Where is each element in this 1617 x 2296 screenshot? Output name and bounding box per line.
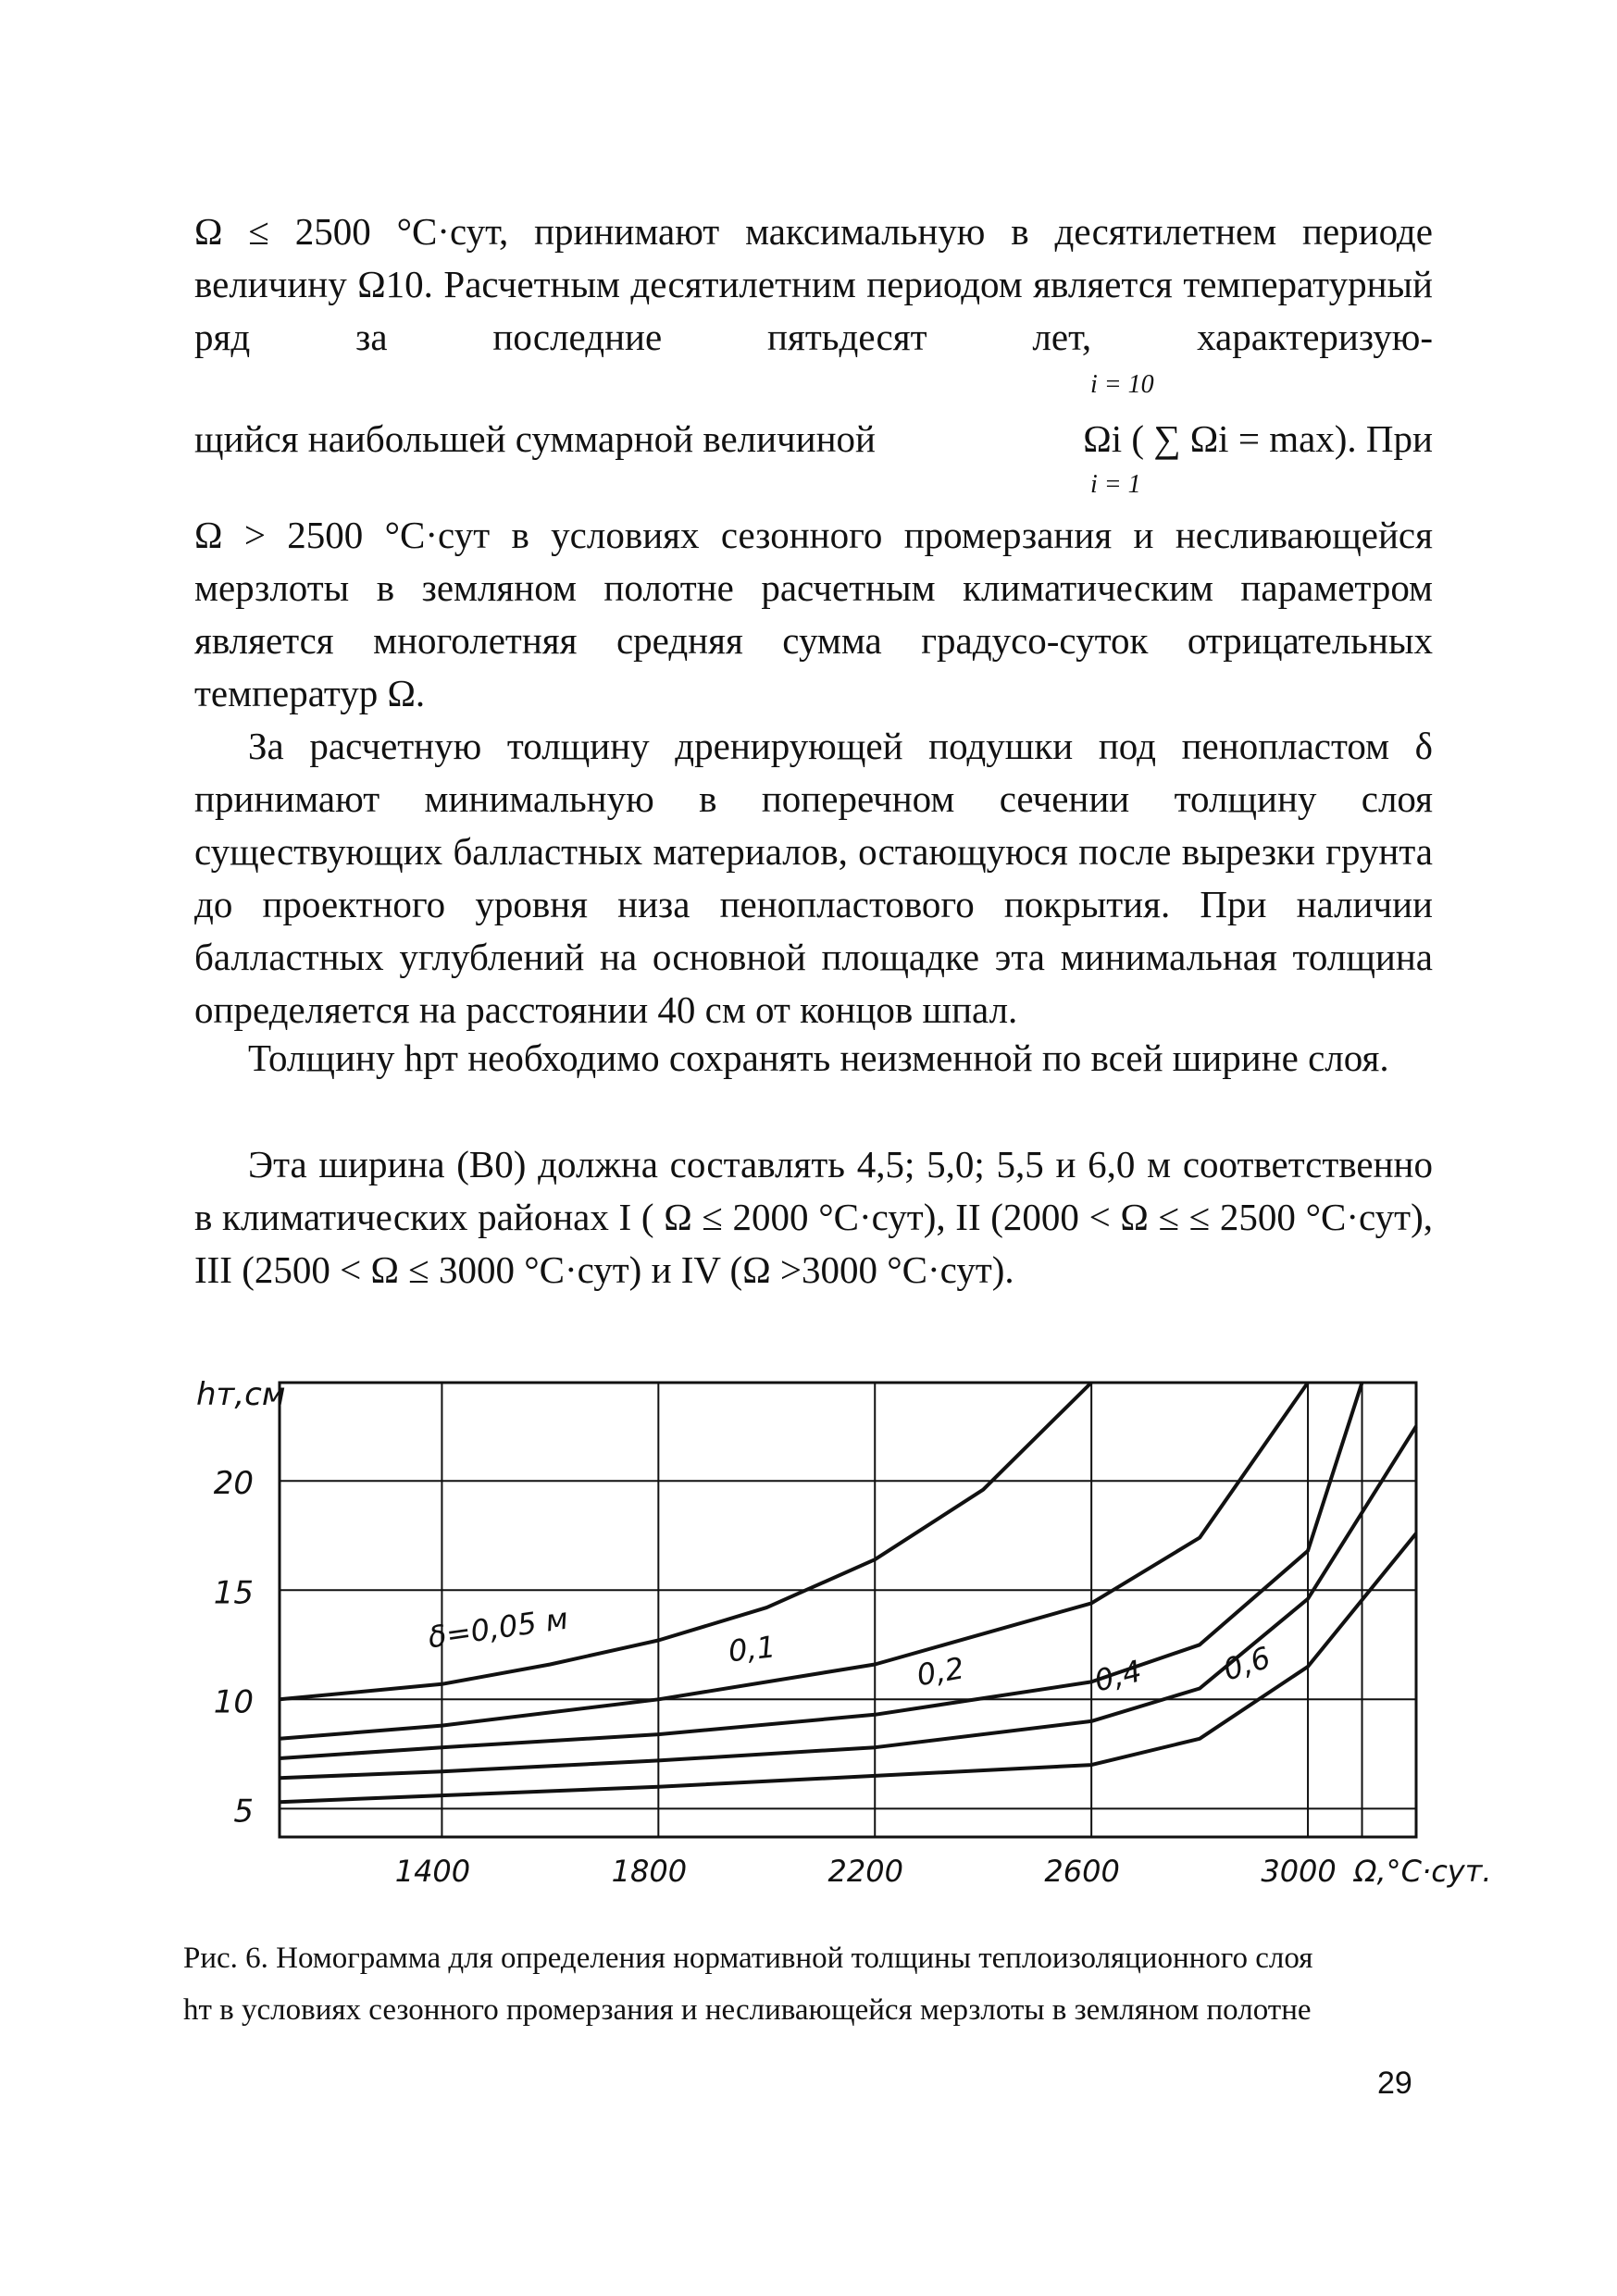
x-tick-label: 2200 (827, 1854, 903, 1889)
paragraph-1 (194, 205, 1433, 364)
y-tick-label: 5 (233, 1793, 254, 1831)
paragraph-4 (194, 1032, 1433, 1085)
paragraph-3 (194, 720, 1433, 1036)
x-axis-label: Ω,°С·сут. (1354, 1854, 1492, 1889)
sum-upper-limit: i = 10 (1090, 370, 1154, 399)
x-tick-label: 1800 (611, 1854, 688, 1889)
curve-label: 0,6 (1218, 1639, 1275, 1688)
paragraph-2 (194, 509, 1433, 720)
page-number: 29 (1377, 2066, 1412, 2101)
caption-line-2: hт в условиях сезонного промерзания и несливающейся мерзлоты в земляном полотне (183, 1993, 1312, 2027)
curve-label: 0,4 (1090, 1653, 1146, 1699)
y-tick-label: 10 (213, 1683, 254, 1721)
paragraph-2-text: Ω > 2500 °С·сут в условиях сезонного промерзания и несливающейся мерзлоты в земляном полотне расчетным климатическим параметром является многолетняя средняя сумма градусо-суток отрицательных температур Ω. (194, 514, 1433, 714)
nomogram-chart (176, 1360, 1492, 1889)
nomogram-figure (176, 1360, 1492, 1889)
plot-frame (280, 1383, 1416, 1837)
paragraph-5 (194, 1138, 1433, 1297)
figure-caption (183, 1932, 1438, 2036)
curve-series-0 (280, 1383, 1091, 1699)
paragraph-3-text: За расчетную толщину дренирующей подушки под пенопластом δ принимают минимальную в поперечном сечении толщину слоя существующих балластных материалов, остающуюся после вырезки грунта до проектного уровня низа пенопластового покрытия. При наличии балластных углублений на основной площадке эта минимальная толщина определяется на расстоянии 40 см от концов шпал. (194, 725, 1433, 1031)
x-tick-label: 3000 (1261, 1854, 1337, 1889)
paragraph-5-text: Эта ширина (B0) должна составлять 4,5; 5,0; 5,5 и 6,0 м соответственно в климатических районах I ( Ω ≤ 2000 °С·сут), II (2000 < Ω ≤ ≤ 2500 °С·сут), III (2500 < Ω ≤ 3000 °С·сут) и IV (Ω >3000 °С·сут). (194, 1143, 1433, 1291)
sum-line-text: щийся наибольшей суммарной величиной (194, 417, 876, 460)
y-axis-label: hт,см (196, 1376, 286, 1413)
y-tick-label: 15 (213, 1574, 254, 1612)
sum-lower-limit: i = 1 (1090, 470, 1141, 499)
curve-label: 0,2 (914, 1650, 967, 1694)
curve-label: 0,1 (727, 1629, 777, 1669)
y-tick-label: 20 (213, 1465, 254, 1503)
sum-formula-line (194, 370, 1433, 500)
sum-expression: Ωi ( ∑ Ωi = max). При (1083, 417, 1433, 460)
caption-line-1: Рис. 6. Номограмма для определения нормативной толщины теплоизоляционного слоя (183, 1942, 1313, 1975)
paragraph-4-text: Толщину hрт необходимо сохранять неизменной по всей ширине слоя. (248, 1036, 1389, 1079)
x-tick-label: 1400 (394, 1854, 471, 1889)
paragraph-1-text: Ω ≤ 2500 °С·сут, принимают максимальную в десятилетнем периоде величину Ω10. Расчетным десятилетним периодом является температурный ряд за последние пятьдесят лет, характеризую- (194, 210, 1433, 358)
x-tick-label: 2600 (1044, 1854, 1120, 1889)
curve-label: δ=0,05 м (426, 1600, 570, 1656)
